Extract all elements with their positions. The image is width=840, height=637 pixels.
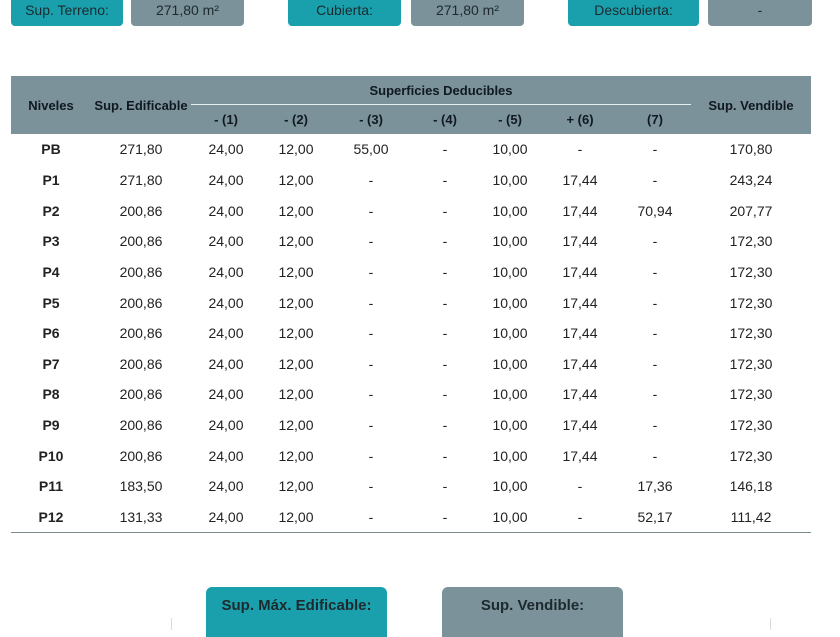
value-cell: 12,00 (278, 325, 314, 342)
value-cell: 172,30 (729, 355, 773, 372)
value-cell: 24,00 (208, 294, 244, 311)
level-cell: PB (41, 141, 61, 158)
table-row (11, 348, 811, 379)
value-cell: 17,44 (562, 233, 598, 250)
value-cell: - (652, 141, 658, 158)
sup-vendible-panel: Sup. Vendible: (442, 587, 623, 637)
level-cell: P9 (42, 417, 60, 434)
header-edificable: Sup. Edificable (91, 76, 191, 134)
value-cell: 172,30 (729, 417, 773, 434)
value-cell: 24,00 (208, 386, 244, 403)
value-cell: - (652, 325, 658, 342)
divider-tick (770, 618, 771, 630)
header-sub-1: - (1) (191, 105, 261, 134)
value-cell: 172,30 (729, 263, 773, 280)
value-cell: 200,86 (119, 386, 163, 403)
value-cell: 12,00 (278, 171, 314, 188)
value-cell: - (577, 478, 583, 495)
value-cell: 24,00 (208, 355, 244, 372)
value-cell: - (442, 447, 448, 464)
value-cell: - (442, 417, 448, 434)
value-cell: 12,00 (278, 263, 314, 280)
level-cell: P1 (42, 171, 60, 188)
value-cell: - (442, 171, 448, 188)
level-cell: P4 (42, 263, 60, 280)
value-cell: - (442, 325, 448, 342)
level-cell: P12 (11, 502, 91, 533)
value-cell: - (368, 263, 374, 280)
value-cell: 17,44 (562, 263, 598, 280)
level-cell: P10 (38, 447, 64, 464)
value-cell: - (368, 202, 374, 219)
value-cell: - (368, 386, 374, 403)
header-sub-7: (7) (619, 105, 691, 134)
value-cell: 10,00 (492, 141, 528, 158)
divider-tick (171, 618, 172, 630)
value-cell: 10,00 (479, 502, 541, 533)
value-cell: 17,44 (562, 355, 598, 372)
value-cell: 10,00 (492, 447, 528, 464)
value-cell: 12,00 (278, 478, 314, 495)
value-cell: - (652, 417, 658, 434)
value-cell: 200,86 (119, 447, 163, 464)
value-cell: 12,00 (278, 386, 314, 403)
value-cell: 10,00 (492, 171, 528, 188)
value-cell: 172,30 (729, 294, 773, 311)
value-cell: 17,44 (562, 171, 598, 188)
value-cell: - (652, 294, 658, 311)
value-cell: - (652, 355, 658, 372)
value-cell: 24,00 (208, 417, 244, 434)
header-vendible: Sup. Vendible (691, 76, 811, 134)
value-cell: 170,80 (729, 141, 773, 158)
value-cell: - (652, 386, 658, 403)
value-cell: - (368, 294, 374, 311)
value-cell: 10,00 (492, 294, 528, 311)
level-cell: P8 (42, 386, 60, 403)
level-cell: P5 (42, 294, 60, 311)
value-cell: 12,00 (278, 417, 314, 434)
value-cell: 17,36 (637, 478, 673, 495)
value-cell: - (368, 447, 374, 464)
value-cell: - (442, 478, 448, 495)
table-row (11, 440, 811, 471)
value-cell: - (652, 447, 658, 464)
value-cell: 70,94 (637, 202, 673, 219)
cubierta-label: Cubierta: (288, 0, 401, 26)
surfaces-table (11, 76, 811, 533)
value-cell: 17,44 (562, 386, 598, 403)
value-cell: 24,00 (208, 263, 244, 280)
value-cell: 200,86 (119, 355, 163, 372)
value-cell: 200,86 (119, 325, 163, 342)
value-cell: 271,80 (119, 141, 163, 158)
value-cell: 172,30 (729, 447, 773, 464)
value-cell: 10,00 (492, 233, 528, 250)
value-cell: 24,00 (208, 233, 244, 250)
value-cell: 24,00 (208, 202, 244, 219)
value-cell: - (442, 294, 448, 311)
value-cell: - (442, 355, 448, 372)
value-cell: - (368, 233, 374, 250)
value-cell: - (442, 202, 448, 219)
sup-terreno-value: 271,80 m² (131, 0, 244, 26)
table-row (11, 318, 811, 349)
table-row (11, 410, 811, 441)
value-cell: 10,00 (492, 386, 528, 403)
table-row (11, 471, 811, 502)
value-cell: 200,86 (119, 417, 163, 434)
value-cell: - (577, 141, 583, 158)
value-cell: 10,00 (492, 417, 528, 434)
table-row (11, 195, 811, 226)
value-cell: 24,00 (208, 325, 244, 342)
value-cell: 200,86 (119, 294, 163, 311)
level-cell: P6 (42, 325, 60, 342)
value-cell: 183,50 (119, 478, 163, 495)
value-cell: 10,00 (492, 325, 528, 342)
value-cell: 24,00 (208, 141, 244, 158)
value-cell: 10,00 (492, 478, 528, 495)
value-cell: 24,00 (208, 478, 244, 495)
header-sub-5: - (5) (479, 105, 541, 134)
value-cell: 200,86 (119, 263, 163, 280)
value-cell: - (652, 233, 658, 250)
header-sub-4: - (4) (411, 105, 479, 134)
table-row (11, 257, 811, 288)
value-cell: 10,00 (492, 355, 528, 372)
header-sub-3: - (3) (331, 105, 411, 134)
value-cell: 243,24 (729, 171, 773, 188)
value-cell: 55,00 (353, 141, 389, 158)
descubierta-value: - (708, 0, 812, 26)
value-cell: - (442, 263, 448, 280)
value-cell: 24,00 (208, 447, 244, 464)
value-cell: 12,00 (278, 141, 314, 158)
cubierta-value: 271,80 m² (411, 0, 524, 26)
value-cell: - (442, 233, 448, 250)
value-cell: 12,00 (278, 294, 314, 311)
value-cell: 131,33 (91, 502, 191, 533)
value-cell: - (442, 141, 448, 158)
value-cell: - (368, 417, 374, 434)
value-cell: - (368, 478, 374, 495)
value-cell: - (368, 325, 374, 342)
value-cell: 12,00 (278, 447, 314, 464)
level-cell: P3 (42, 233, 60, 250)
value-cell: - (652, 263, 658, 280)
value-cell: 271,80 (119, 171, 163, 188)
value-cell: 17,44 (562, 202, 598, 219)
value-cell: 10,00 (492, 202, 528, 219)
value-cell: 24,00 (191, 502, 261, 533)
table-row (11, 379, 811, 410)
value-cell: - (368, 355, 374, 372)
value-cell: 12,00 (278, 355, 314, 372)
table-row (11, 287, 811, 318)
sup-terreno-label: Sup. Terreno: (11, 0, 123, 26)
value-cell: 172,30 (729, 233, 773, 250)
table-body (11, 134, 811, 533)
table-row (11, 165, 811, 196)
table-row (11, 226, 811, 257)
value-cell: 17,44 (562, 294, 598, 311)
table-row (11, 502, 811, 533)
header-niveles: Niveles (11, 76, 91, 134)
value-cell: 146,18 (729, 478, 773, 495)
value-cell: - (411, 502, 479, 533)
value-cell: 17,44 (562, 325, 598, 342)
value-cell: 12,00 (261, 502, 331, 533)
value-cell: 10,00 (492, 263, 528, 280)
header-sub-6: + (6) (541, 105, 619, 134)
value-cell: - (652, 171, 658, 188)
header-sub-2: - (2) (261, 105, 331, 134)
value-cell: - (442, 386, 448, 403)
level-cell: P7 (42, 355, 60, 372)
value-cell: 24,00 (208, 171, 244, 188)
value-cell: 17,44 (562, 417, 598, 434)
descubierta-label: Descubierta: (568, 0, 699, 26)
table-row (11, 134, 811, 165)
value-cell: 172,30 (729, 386, 773, 403)
value-cell: 111,42 (691, 502, 811, 533)
value-cell: 12,00 (278, 202, 314, 219)
value-cell: 200,86 (119, 233, 163, 250)
value-cell: - (331, 502, 411, 533)
header-superficies-deducibles: Superficies Deducibles (191, 76, 691, 105)
value-cell: 200,86 (119, 202, 163, 219)
level-cell: P11 (38, 478, 64, 495)
sup-max-edificable-panel: Sup. Máx. Edificable: (206, 587, 387, 637)
value-cell: 17,44 (562, 447, 598, 464)
value-cell: 12,00 (278, 233, 314, 250)
value-cell: 172,30 (729, 325, 773, 342)
value-cell: - (368, 171, 374, 188)
value-cell: 52,17 (619, 502, 691, 533)
value-cell: - (541, 502, 619, 533)
level-cell: P2 (42, 202, 60, 219)
value-cell: 207,77 (729, 202, 773, 219)
